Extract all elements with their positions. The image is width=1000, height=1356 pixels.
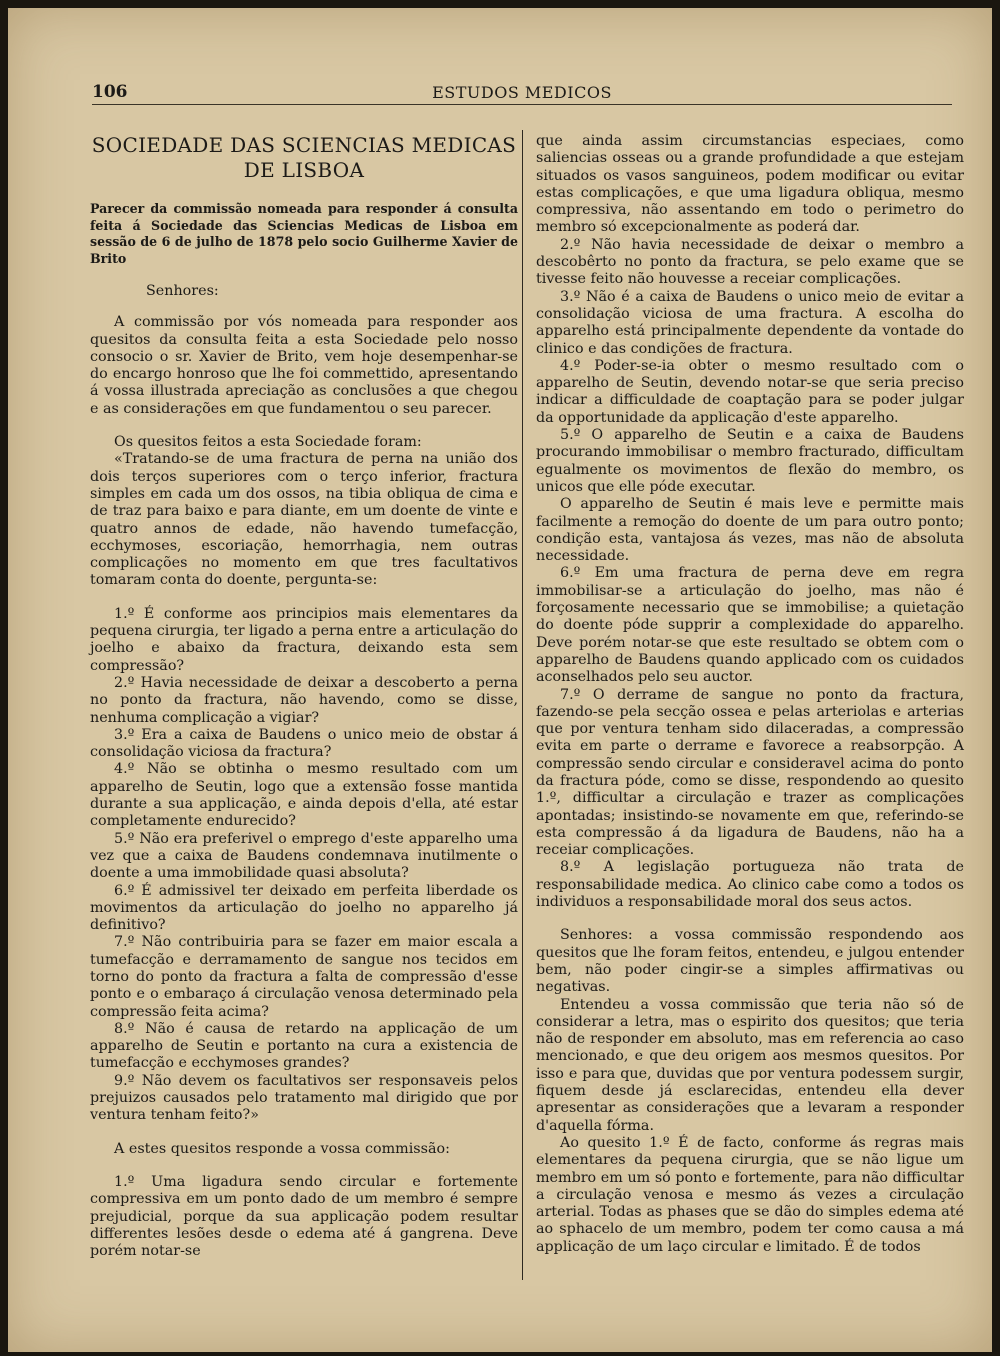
paragraph: Senhores: a vossa commissão respondendo aos quesitos que lhe foram feitos, entendeu, e julgou entender bem, não poder cingir-se a simples affirmativas ou negativas.: [536, 927, 964, 996]
answer-4: 4.º Poder-se-ia obter o mesmo resultado com o apparelho de Seutin, devendo notar-se que seria preciso indicar a difficuldade de coaptação para se poder julgar da opportunidade da applicação d'este apparelho.: [536, 357, 964, 426]
question-4: 4.º Não se obtinha o mesmo resultado com um apparelho de Seutin, logo que a extensão fosse mantida durante a sua applicação, e ainda depois d'ella, até estar completamente endurecido?: [90, 761, 518, 830]
left-column: [90, 133, 518, 1260]
answer-2: 2.º Não havia necessidade de deixar o membro a descobêrto no ponto da fractura, se pelo exame que se tivesse feito não houvesse a receiar complicações.: [536, 236, 964, 288]
answer-6: 6.º Em uma fractura de perna deve em regra immobilisar-se a articulação do joelho, mas não é forçosamente necessario que se immobilise; a quietação do doente póde supprir a complexidade do apparelho. Deve porém notar-se que este resultado se obtem com o apparelho de Baudens quando applicado com os cuidados aconselhados pelo seu auctor.: [536, 565, 964, 686]
paragraph: A estes quesitos responde a vossa commissão:: [114, 1140, 450, 1157]
question-3: 3.º Era a caixa de Baudens o unico meio de obstar á consolidação viciosa da fractura?: [90, 726, 518, 761]
question-7: 7.º Não contribuiria para se fazer em maior escala a tumefacção e derramamento de sangue nos tecidos em torno do ponto da fractura a falta de compressão d'esse ponto e o embaraço á circulação venosa determinado pela compressão feita acima?: [90, 934, 518, 1020]
page-number: 106: [92, 82, 128, 102]
answer-7: 7.º O derrame de sangue no ponto da fractura, fazendo-se pela secção ossea e pelas arteriolas e arterias que por ventura tenham sido dilaceradas, a compressão evita em parte o derrame e favorece a reabsorpção. A compressão sendo circular e consideravel acima do ponto da fractura póde, como se disse, respondendo ao quesito 1.º, difficultar a circulação e trazer as complicações apontadas; insistindo-se novamente em que, referindo-se esta compressão á da ligadura de Baudens, não ha a receiar complicações.: [536, 686, 964, 859]
salutation: Senhores:: [146, 283, 219, 299]
right-column: [536, 133, 964, 1256]
article-title-line-1: SOCIEDADE DAS SCIENCIAS MEDICAS: [91, 133, 517, 157]
question-1: 1.º É conforme aos principios mais elementares da pequena cirurgia, ter ligado a perna entre a articulação do joelho e abaixo da fractura, deixando esta sem compressão?: [90, 605, 518, 674]
paragraph: O apparelho de Seutin é mais leve e permitte mais facilmente a remoção do doente de um para outro ponto; condição esta, vantajosa ás vezes, mas não de absoluta necessidade.: [536, 496, 964, 565]
column-divider: [522, 130, 523, 1280]
question-9: 9.º Não devem os facultativos ser responsaveis pelos prejuizos causados pelo tratamento mal dirigido que por ventura tenham feito?»: [90, 1072, 518, 1124]
answer-5: 5.º O apparelho de Seutin e a caixa de Baudens procurando immobilisar o membro fracturado, difficultam egualmente os movimentos de flexão do membro, os unicos que elle póde executar.: [536, 427, 964, 495]
paragraph: Os quesitos feitos a esta Sociedade foram:: [114, 434, 422, 451]
paragraph: que ainda assim circumstancias especiaes, como saliencias osseas ou a grande profundidade a que estejam situados os vasos sanguineos, podem modificar ou evitar estas complicações, e que uma ligadura obliqua, mesmo compressiva, não assentando em todo o perimetro do membro só excepcionalmente as poderá dar.: [536, 133, 964, 236]
answer-3: 3.º Não é a caixa de Baudens o unico meio de evitar a consolidação viciosa de uma fractura. A escolha do apparelho está principalmente dependente da vontade do clinico e das condições de fractura.: [536, 288, 964, 357]
paragraph: Ao quesito 1.º É de facto, conforme ás regras mais elementares da pequena cirurgia, que se não ligue um membro em um só ponto e fortemente, para não difficultar a circulação venosa e mesmo ás vezes a circulação arterial. Todas as phases que se dão do simples edema até ao sphacelo de um membro, podem ter como causa a má applicação de um laço circular e limitado. É de todos: [536, 1134, 964, 1255]
answer-8: 8.º A legislação portugueza não trata de responsabilidade medica. Ao clinico cabe como a todos os individuos a responsabilidade moral dos seus actos.: [536, 859, 964, 911]
journal-page: [8, 8, 992, 1352]
answer-1: 1.º Uma ligadura sendo circular e fortemente compressiva em um ponto dado de um membro é sempre prejudicial, porque da sua applicação podem resultar differentes lesões desde o edema até á gangrena. Deve porém notar-se: [90, 1173, 518, 1260]
question-5: 5.º Não era preferivel o emprego d'este apparelho uma vez que a caixa de Baudens condemnava inutilmente o doente a uma immobilidade quasi absoluta?: [90, 830, 518, 882]
question-8: 8.º Não é causa de retardo na applicação de um apparelho de Seutin e portanto na cura a existencia de tumefacção e ecchymoses grandes?: [90, 1020, 518, 1072]
page-header: [92, 80, 952, 105]
paragraph: A commissão por vós nomeada para responder aos quesitos da consulta feita a esta Sociedade pelo nosso consocio o sr. Xavier de Brito, vem hoje desempenhar-se do encargo honroso que lhe foi commettido, apresentando á vossa illustrada apreciação as conclusões a que chegou e as considerações em que fundamentou o seu parecer.: [90, 314, 518, 417]
question-2: 2.º Havia necessidade de deixar a descoberto a perna no ponto da fractura, não havendo, como se disse, nenhuma complicação a vigiar?: [90, 674, 518, 726]
article-title-line-2: DE LISBOA: [243, 158, 365, 182]
article-subtitle: Parecer da commissão nomeada para responder á consulta feita á Sociedade das Sciencias Medicas de Lisboa em sessão de 6 de julho de 1878 pelo socio Guilherme Xavier de Brito: [90, 201, 518, 266]
paragraph: «Tratando-se de uma fractura de perna na união dos dois terços superiores com o terço inferior, fractura simples em cada um dos ossos, na tibia obliqua de cima e de traz para baixo e para diante, em um doente de vinte e quatro annos de edade, não havendo tumefacção, ecchymoses, escoriação, hemorrhagia, nem outras complicações no momento em que tres facultativos tomaram conta do doente, pergunta-se:: [90, 451, 518, 589]
running-title: ESTUDOS MEDICOS: [432, 83, 612, 102]
article-title: [90, 133, 518, 183]
question-6: 6.º É admissivel ter deixado em perfeita liberdade os movimentos da articulação do joelho no apparelho já definitivo?: [90, 882, 518, 934]
paragraph: Entendeu a vossa commissão que teria não só de considerar a letra, mas o espirito dos quesitos; que teria não de responder em absoluto, mas em referencia ao caso mencionado, e que deu origem aos mesmos quesitos. Por isso e para que, duvidas que por ventura podessem surgir, fiquem desde já esclarecidas, entendeu ella dever apresentar as considerações que a levaram a responder d'aquella fórma.: [536, 996, 964, 1134]
